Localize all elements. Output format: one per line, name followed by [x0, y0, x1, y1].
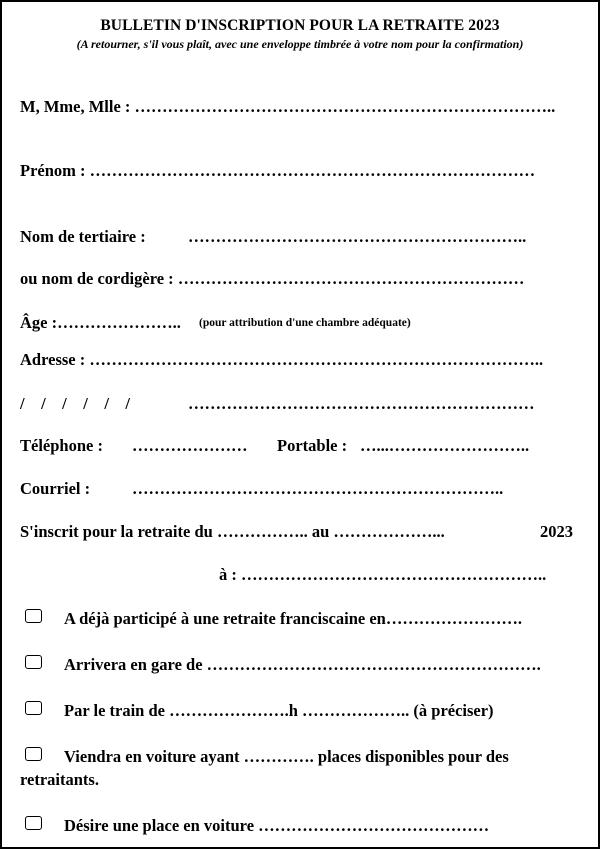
adresse-dots[interactable]: ……………………………………………………………………….. — [89, 350, 544, 369]
portable-dots[interactable]: …...…………………….. — [360, 436, 530, 455]
checkbox-gare[interactable] — [25, 655, 42, 669]
form-subtitle: (A retourner, s'il vous plaît, avec une enveloppe timbrée à votre nom pour la confirmation) — [76, 37, 524, 51]
lieu-label: à : — [219, 565, 237, 584]
courriel-dots[interactable]: ………………………………………………………….. — [132, 479, 504, 498]
portable-label: Portable : — [277, 436, 348, 455]
option-train: Par le train de ………………….h ……………….. (à préciser) — [64, 701, 494, 720]
checkbox-place-voiture[interactable] — [25, 816, 42, 830]
lieu-dots[interactable]: ……………………………………………….. — [241, 565, 547, 584]
adresse-label: Adresse : — [20, 350, 86, 369]
inscrit-label: S'inscrit pour la retraite du — [20, 522, 213, 541]
prenom-dots[interactable]: ……………………………………………………………………… — [89, 161, 536, 180]
option-gare: Arrivera en gare de ……………………………………………………. — [64, 655, 541, 674]
prenom-label: Prénom : — [20, 161, 86, 180]
age-label: Âge : — [20, 313, 58, 332]
inscrit-au: au — [311, 522, 330, 541]
civility-field[interactable] — [20, 97, 555, 117]
option-voiture: Viendra en voiture ayant …………. places disponibles pour des — [64, 747, 509, 766]
cordigere-label: ou nom de cordigère : — [20, 269, 174, 288]
tertiaire-label: Nom de tertiaire : — [20, 227, 146, 246]
age-field[interactable] — [20, 313, 181, 333]
courriel-label: Courriel : — [20, 479, 91, 498]
age-note: (pour attribution d'une chambre adéquate) — [199, 317, 411, 329]
checkbox-voiture[interactable] — [25, 747, 42, 761]
inscrit-field[interactable] — [20, 522, 445, 542]
inscrit-start-dots[interactable]: …………….. — [216, 522, 308, 541]
form-title: BULLETIN D'INSCRIPTION POUR LA RETRAITE 2023 — [100, 17, 500, 34]
cordigere-dots[interactable]: ……………………………………………………… — [177, 269, 525, 288]
option-deja-participe: A déjà participé à une retraite franciscaine en……………………. — [64, 609, 522, 628]
telephone-label: Téléphone : — [20, 436, 103, 455]
cordigere-field[interactable] — [20, 269, 524, 289]
inscrit-end-dots[interactable]: ………………... — [333, 522, 445, 541]
civility-dots[interactable]: ………………………………………………………………….. — [134, 97, 556, 116]
inscrit-year: 2023 — [540, 522, 573, 541]
telephone-dots[interactable]: ………………… — [132, 436, 248, 455]
slashes-dots[interactable]: ……………………………………………………… — [188, 394, 535, 413]
lieu-field[interactable] — [219, 565, 546, 585]
adresse-field[interactable] — [20, 350, 543, 370]
option-voiture-continuation: retraitants. — [20, 770, 99, 789]
tertiaire-dots[interactable]: …………………………………………………….. — [188, 227, 527, 246]
age-dots[interactable]: ………………….. — [57, 313, 181, 332]
checkbox-train[interactable] — [25, 701, 42, 715]
date-slashes: / / / / / / — [20, 394, 131, 413]
checkbox-deja-participe[interactable] — [25, 609, 42, 623]
civility-label: M, Mme, Mlle : — [20, 97, 131, 116]
prenom-field[interactable] — [20, 161, 535, 181]
option-place-voiture: Désire une place en voiture …………………………………… — [64, 816, 490, 835]
